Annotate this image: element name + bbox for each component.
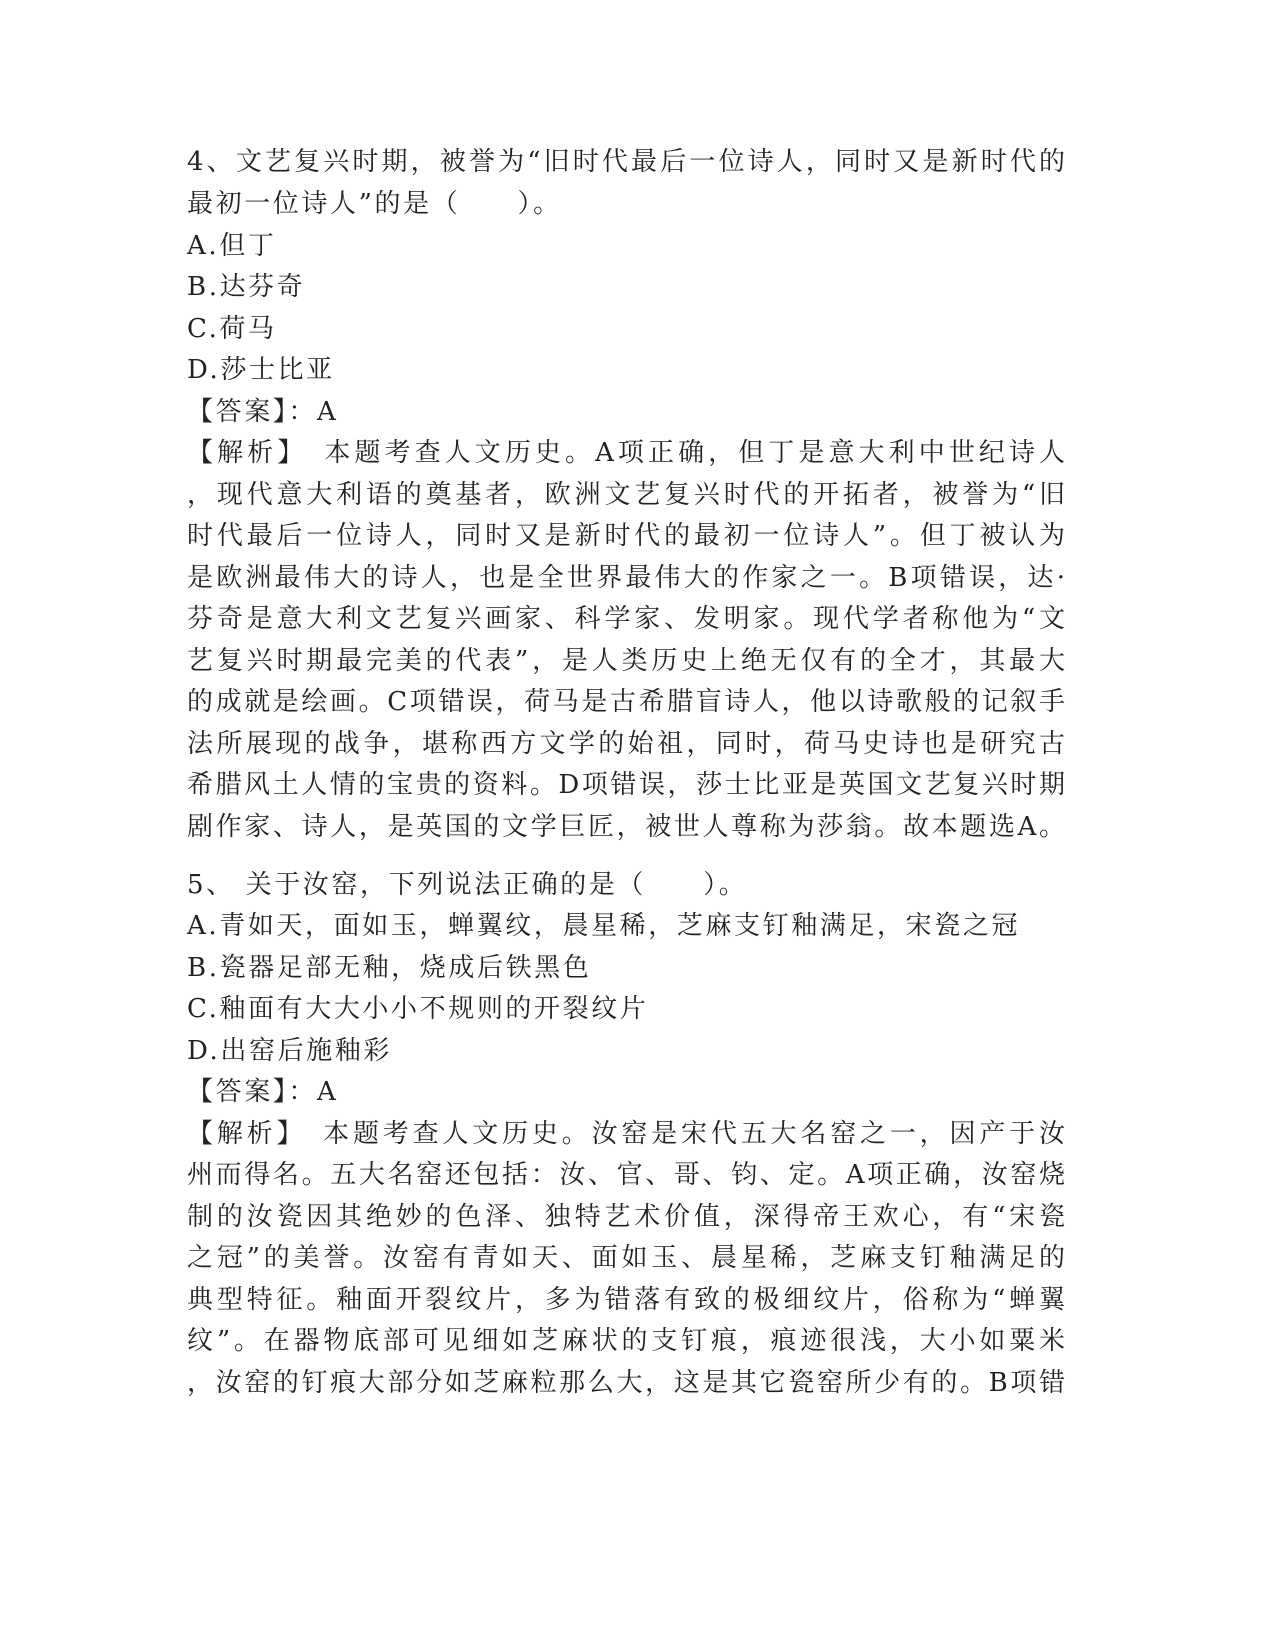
q5-analysis-line-2: 州而得名。五大名窑还包括：汝、官、哥、钧、定。A项正确，汝窑烧 — [187, 1160, 1065, 1190]
q4-option-b: B.达芬奇 — [187, 272, 306, 302]
q4-analysis-line-2: ，现代意大利语的奠基者，欧洲文艺复兴时代的开拓者，被誉为“旧 — [187, 480, 1065, 510]
q5-analysis-line-7: ，汝窑的钉痕大部分如芝麻粒那么大，这是其它瓷窑所少有的。B项错 — [187, 1368, 1065, 1398]
q5-analysis-line-5: 典型特征。釉面开裂纹片，多为错落有致的极细纹片，俗称为“蝉翼 — [187, 1285, 1065, 1315]
q5-option-b: B.瓷器足部无釉，烧成后铁黑色 — [187, 953, 592, 983]
q5-analysis-line-4: 之冠”的美誉。汝窑有青如天、面如玉、晨星稀，芝麻支钉釉满足的 — [187, 1243, 1065, 1273]
q5-analysis-line-3: 制的汝瓷因其绝妙的色泽、独特艺术价值，深得帝王欢心，有“宋瓷 — [187, 1202, 1065, 1232]
q5-answer: 【答案】：A — [187, 1077, 339, 1107]
q4-analysis-line-3: 时代最后一位诗人，同时又是新时代的最初一位诗人”。但丁被认为 — [187, 521, 1065, 551]
q5-stem: 5、 关于汝窑，下列说法正确的是（ ）。 — [187, 870, 748, 900]
q4-analysis-line-1: 【解析】 本题考查人文历史。A项正确，但丁是意大利中世纪诗人 — [187, 438, 1065, 468]
q5-analysis-line-1: 【解析】 本题考查人文历史。汝窑是宋代五大名窑之一，因产于汝 — [187, 1119, 1065, 1149]
q5-option-d: D.出窑后施釉彩 — [187, 1036, 392, 1066]
q4-analysis-line-4: 是欧洲最伟大的诗人，也是全世界最伟大的作家之一。B项错误，达· — [187, 563, 1065, 593]
q4-stem-line-1: 4、文艺复兴时期，被誉为“旧时代最后一位诗人，同时又是新时代的 — [187, 147, 1065, 177]
q4-option-c: C.荷马 — [187, 314, 277, 344]
q5-option-c: C.釉面有大大小小不规则的开裂纹片 — [187, 994, 649, 1024]
q4-answer: 【答案】：A — [187, 397, 339, 427]
q5-analysis-line-6: 纹”。在器物底部可见细如芝麻状的支钉痕，痕迹很浅，大小如粟米 — [187, 1326, 1065, 1356]
q4-analysis-line-6: 艺复兴时期最完美的代表”，是人类历史上绝无仅有的全才，其最大 — [187, 646, 1065, 676]
q4-analysis-line-5: 芬奇是意大利文艺复兴画家、科学家、发明家。现代学者称他为“文 — [187, 604, 1065, 634]
q4-analysis-line-9: 希腊风土人情的宝贵的资料。D项错误，莎士比亚是英国文艺复兴时期 — [187, 770, 1065, 800]
q4-analysis-line-8: 法所展现的战争，堪称西方文学的始祖，同时，荷马史诗也是研究古 — [187, 729, 1065, 759]
q4-analysis-line-7: 的成就是绘画。C项错误，荷马是古希腊盲诗人，他以诗歌般的记叙手 — [187, 687, 1065, 717]
q4-stem-line-2: 最初一位诗人”的是（ ）。 — [187, 189, 562, 219]
q4-analysis-line-10: 剧作家、诗人，是英国的文学巨匠，被世人尊称为莎翁。故本题选A。 — [187, 812, 1065, 842]
q5-option-a: A.青如天，面如玉，蝉翼纹，晨星稀，芝麻支钉釉满足，宋瓷之冠 — [187, 911, 1021, 941]
q4-option-a: A.但丁 — [187, 231, 277, 261]
q4-option-d: D.莎士比亚 — [187, 355, 335, 385]
